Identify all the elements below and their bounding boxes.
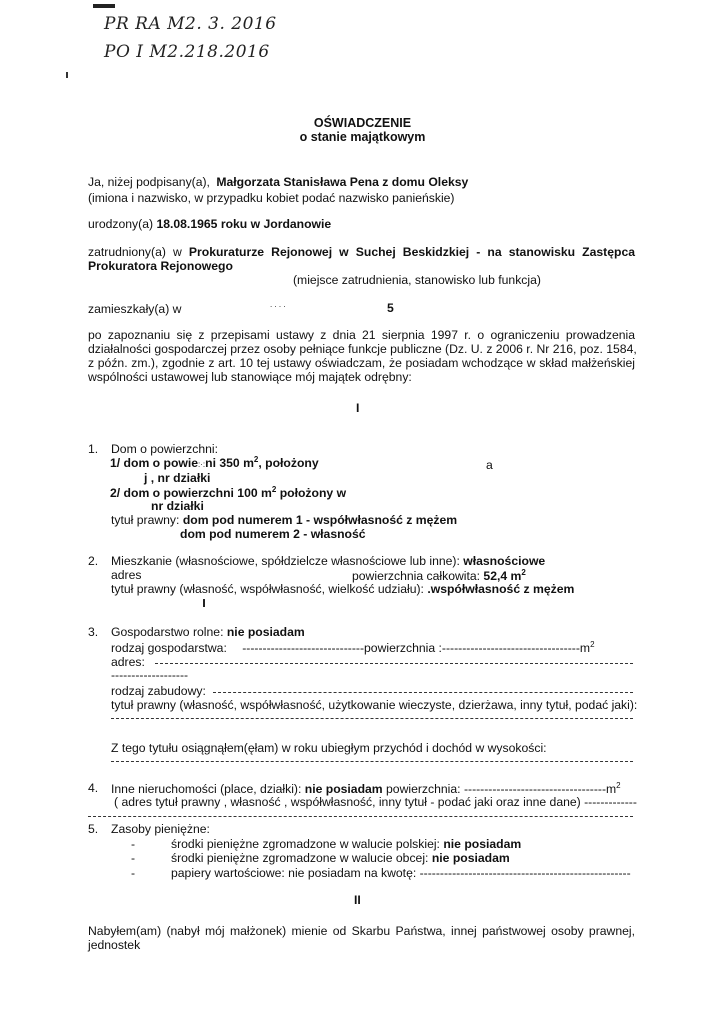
item1-house-b-plot: nr działki	[151, 499, 204, 513]
item5-fx	[171, 851, 510, 865]
statement-line-2: działalności gospodarczej przez osoby pełniące funkcje publiczne (Dz. U. z 2006 r. Nr 216, poz. 1584,	[88, 342, 637, 356]
item1-house-b	[110, 485, 346, 500]
declarant-name: Małgorzata Stanisława Pena z domu Oleksy	[216, 175, 469, 189]
house-b-suffix: położony w	[276, 486, 347, 501]
mark-dot	[66, 72, 68, 78]
item3-type-dash: ------------------------------	[242, 641, 365, 656]
statement-line-3: z późn. zm.), zgodnie z art. 10 tej ustawy oświadczam, że posiadam wchodzące w skład małżeńskiej	[88, 356, 635, 370]
section-heading-1: I	[356, 401, 360, 415]
employment-place: Prokuraturze Rejonowej w Suchej Beskidzkiej - na stanowisku Zastępca	[188, 245, 636, 259]
item3-address-fill	[155, 663, 633, 664]
item5-fx-label: środki pieniężne zgromadzone w walucie obcej:	[171, 851, 429, 865]
item2-line	[111, 554, 545, 568]
item5-pln	[171, 837, 521, 851]
item2-area-value: 52,4 m	[483, 569, 522, 584]
item3-label: Gospodarstwo rolne:	[111, 625, 224, 639]
item4-number: 4.	[88, 781, 99, 795]
item3-type-label: rodzaj gospodarstwa:	[111, 641, 227, 656]
item3-income: Z tego tytułu osiągnąłem(ęłam) w roku ubiegłym przychód i dochód w wysokości:	[111, 741, 547, 755]
item4-area-label: powierzchnia:	[386, 782, 461, 797]
birth-line	[88, 217, 331, 231]
case-number-2: PO I M2.218.2016	[104, 42, 270, 62]
item2-address: adres	[111, 568, 142, 582]
item5-bullet-1: -	[131, 837, 136, 851]
employment-note: (miejsce zatrudnienia, stanowisko lub funkcja)	[293, 273, 541, 287]
employment-position: Prokuratora Rejonowego	[88, 259, 233, 273]
item2-title	[111, 582, 574, 596]
item1-title-1: dom pod numerem 1 - współwłasność z mężem	[182, 513, 458, 527]
employment-prefix: zatrudniony(a) w	[88, 245, 182, 259]
item3-value: nie posiadam	[226, 625, 305, 639]
item3-area-unit: m	[579, 641, 591, 656]
house-a-unit: 2	[253, 455, 259, 464]
birth-value: 18.08.1965 roku w Jordanowie	[156, 217, 332, 231]
item4-note-dash: -------------	[584, 795, 637, 809]
item3-address: adres:	[111, 655, 145, 669]
item1-house-a: 1/ dom o powie:·:ni 350 $m^2$, położony	[110, 455, 319, 471]
item5-pln-label: środki pieniężne zgromadzone w walucie polskiej:	[171, 837, 440, 851]
house-a-area: ni 350 m	[205, 456, 254, 471]
closing-line-2: jednostek	[88, 938, 141, 952]
birth-prefix: urodzony(a)	[88, 217, 154, 231]
statement-line-4: wspólności ustawowej lub stanowiące mój majątek odrębny:	[88, 370, 412, 384]
item2-label: Mieszkanie (własnościowe, spółdzielcze własnościowe lub inne):	[111, 554, 460, 568]
item4-label: Inne nieruchomości (place, działki):	[111, 782, 302, 797]
item1-title-prefix: tytuł prawny:	[111, 513, 180, 527]
residence-label: zamieszkały(a) w	[88, 302, 182, 316]
item3-buildings-fill	[213, 692, 633, 693]
item5-sec-dash: ----------------------------------------------------	[419, 866, 631, 880]
item3-title-fill	[111, 718, 633, 719]
item1-label: Dom o powierzchni:	[111, 442, 219, 456]
house-b-unit: 2	[271, 485, 277, 494]
document-subtitle: o stanie majątkowym	[299, 130, 426, 144]
item4-area-unit-sup: 2	[616, 781, 621, 790]
item5-bullet-3: -	[131, 866, 136, 880]
item4-area-dash: -----------------------------------	[463, 782, 607, 797]
house-a-prefix: 1/ dom o powie	[110, 456, 199, 471]
item4-note-text: ( adres tytuł prawny , własność , współwłasność, inny tytuł - podać jaki oraz inne dane)	[114, 795, 581, 809]
intro-line	[88, 175, 468, 189]
item5-sec-label: papiery wartościowe: nie posiadam na kwotę:	[171, 866, 417, 880]
item5-sec	[171, 866, 631, 880]
item5-label: Zasoby pieniężne:	[111, 822, 210, 836]
header-scribble	[93, 4, 115, 8]
item4-line	[111, 781, 621, 796]
item1-title	[111, 513, 457, 527]
item2-area-unit: 2	[521, 568, 526, 577]
item2-mark	[203, 599, 205, 607]
item4-value: nie posiadam	[304, 782, 383, 797]
item3-area-label: powierzchnia :	[364, 641, 442, 656]
item2-title-label: tytuł prawny (własność, współwłasność, wielkość udziału):	[111, 582, 424, 596]
statement	[88, 328, 635, 384]
item5-pln-value: nie posiadam	[443, 837, 522, 851]
item5-fx-value: nie posiadam	[431, 851, 510, 865]
item5-number: 5.	[88, 822, 99, 836]
employment-line	[88, 245, 635, 259]
item2-area-line	[352, 568, 526, 583]
case-number-1: PR RA M2. 3. 2016	[104, 14, 277, 34]
item3-income-fill	[111, 761, 633, 762]
item2-value: własnościowe	[463, 554, 546, 568]
house-b-prefix: 2/ dom o powierzchni 100 m	[110, 486, 272, 501]
closing	[88, 924, 635, 952]
closing-line-1: Nabyłem(am) (nabył mój małżonek) mienie od Skarbu Państwa, innej państwowej osoby prawnej,	[88, 924, 635, 938]
item3-title: tytuł prawny (własność, współwłasność, użytkowanie wieczyste, dzierżawa, inny tytuł, podać jaki):	[111, 698, 638, 712]
item3-number: 3.	[88, 625, 99, 639]
item1-title-2: dom pod numerem 2 - własność	[180, 527, 366, 541]
intro-prefix: Ja, niżej podpisany(a),	[88, 175, 210, 189]
item4-note	[114, 795, 637, 809]
item3-line	[111, 625, 305, 639]
residence-redacted: . . . .	[270, 300, 286, 309]
item3-buildings: rodzaj zabudowy:	[111, 684, 206, 698]
item2-title-value: .współwłasność z mężem	[427, 582, 575, 596]
residence-number: 5	[387, 301, 394, 315]
item1-house-a-tail: a	[486, 458, 493, 472]
intro-note: (imiona i nazwisko, w przypadku kobiet podać nazwisko panieńskie)	[88, 191, 455, 205]
item5-bullet-2: -	[131, 851, 136, 865]
item2-number: 2.	[88, 554, 99, 568]
item3-type-line	[111, 640, 595, 655]
item3-area-dash: ----------------------------------	[441, 641, 580, 656]
item3-area-unit-sup: 2	[590, 640, 595, 649]
statement-line-1: po zapoznaniu się z przepisami ustawy z dnia 21 sierpnia 1997 r. o ograniczeniu prowadzenia	[88, 328, 635, 342]
item4-separator	[88, 816, 633, 817]
item3-address-dash: -------------------	[111, 668, 189, 682]
document-title: OŚWIADCZENIE	[313, 116, 412, 130]
item4-area-unit: m	[606, 782, 617, 797]
section-heading-2: II	[354, 893, 361, 907]
item1-house-a-plot: j , nr działki	[144, 471, 211, 485]
item2-area-label: powierzchnia całkowita:	[352, 569, 481, 584]
house-a-suffix: , położony	[258, 456, 319, 471]
item1-number: 1.	[88, 442, 99, 456]
